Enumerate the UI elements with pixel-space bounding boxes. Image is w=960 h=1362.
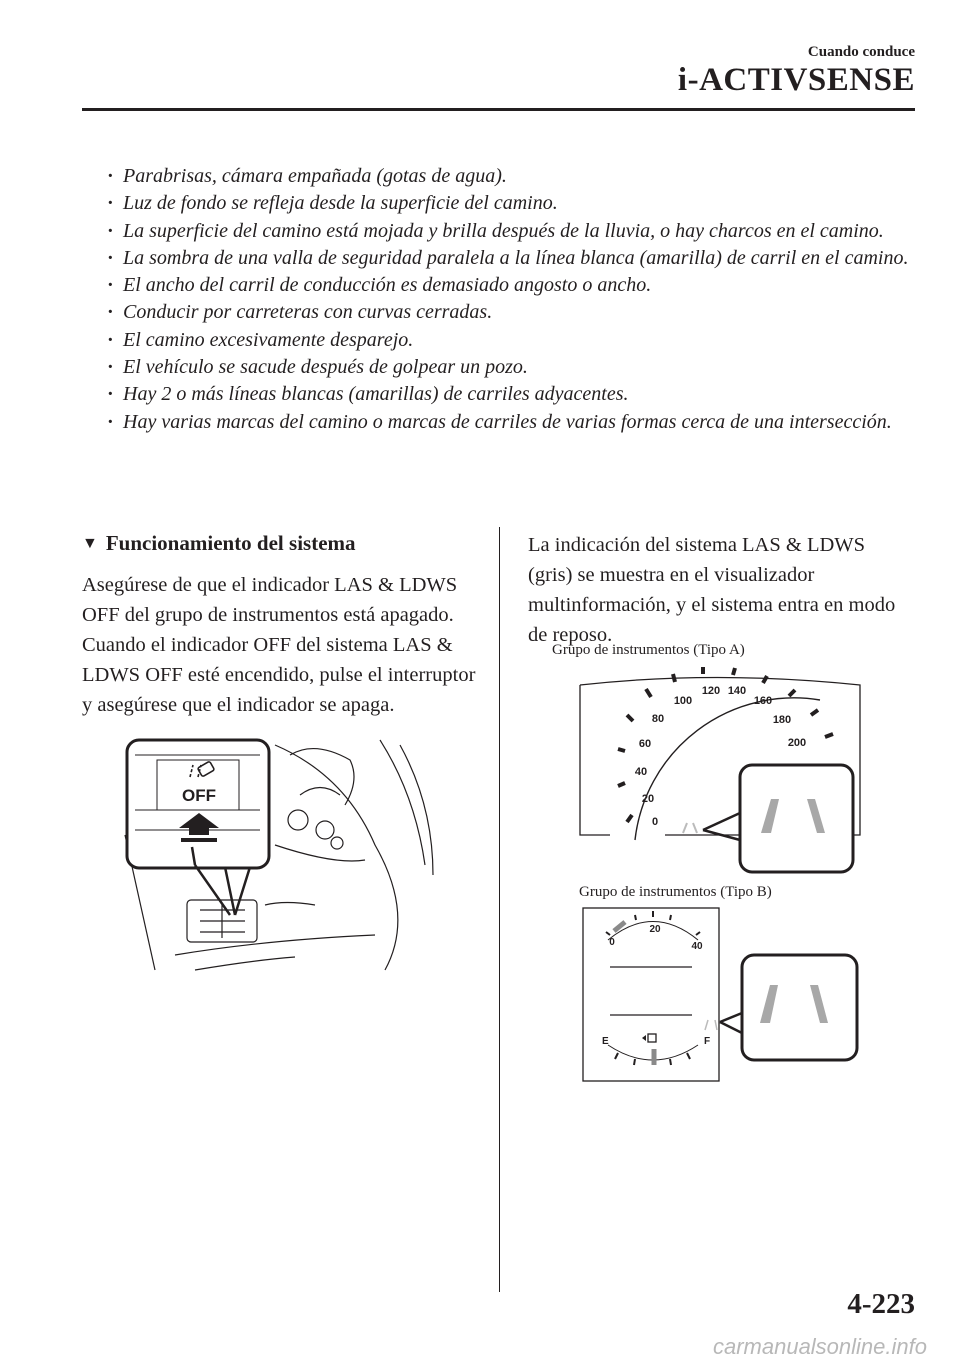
list-item: · Parabrisas, cámara empañada (gotas de agua). — [105, 163, 917, 190]
watermark: carmanualsonline.info — [712, 1334, 927, 1359]
header-rule — [82, 108, 915, 111]
switch-illustration — [115, 735, 435, 975]
list-item: · El vehículo se sacude después de golpear un pozo. — [105, 354, 917, 381]
list-item: · Hay varias marcas del camino o marcas de carriles de varias formas cerca de una intersección. — [105, 409, 917, 436]
section-heading-text: Funcionamiento del sistema — [105, 531, 356, 555]
temp-tick-label: 0 — [609, 937, 615, 948]
list-item: · El camino excesivamente desparejo. — [105, 327, 917, 354]
type-b-cluster — [580, 905, 865, 1085]
type-b-caption: Grupo de instrumentos (Tipo B) — [579, 884, 772, 900]
speed-tick-label: 140 — [727, 685, 747, 697]
left-paragraph: Asegúrese de que el indicador LAS & LDWS OFF del grupo de instrumentos está apagado. Cuando el indicador OFF del sistema LAS & LDWS OFF esté encendido, pulse el interruptor y asegúrese que el indicador se apaga. — [82, 574, 476, 716]
speed-tick-label: 160 — [753, 695, 773, 707]
switch-off-label: OFF — [182, 786, 216, 805]
type-a-caption: Grupo de instrumentos (Tipo A) — [552, 642, 745, 658]
fuel-empty-label: E — [602, 1036, 609, 1047]
column-divider — [499, 527, 500, 1292]
temp-tick-label: 20 — [649, 924, 661, 935]
speed-tick-label: 180 — [772, 714, 792, 726]
section-heading — [82, 531, 356, 556]
speed-tick-label: 200 — [787, 737, 807, 749]
speed-tick-label: 80 — [651, 713, 665, 725]
speed-tick-label: 60 — [638, 738, 652, 750]
triangle-marker-icon: ▼ — [82, 535, 98, 552]
page-number: 4-223 — [847, 1288, 915, 1320]
right-paragraph: La indicación del sistema LAS & LDWS (gris) se muestra en el visualizador multinformación, y el sistema entra en modo de reposo. — [528, 534, 896, 646]
speed-tick-label: 40 — [634, 766, 648, 778]
list-item: · Luz de fondo se refleja desde la superficie del camino. — [105, 190, 917, 217]
fuel-full-label: F — [704, 1036, 711, 1047]
speed-tick-label: 120 — [701, 685, 721, 697]
list-item: · Hay 2 o más líneas blancas (amarillas) de carriles adyacentes. — [105, 381, 917, 408]
speed-tick-label: 20 — [641, 793, 655, 805]
type-a-cluster — [575, 665, 865, 875]
conditions-list — [105, 163, 917, 436]
list-item: · Conducir por carreteras con curvas cerradas. — [105, 299, 917, 326]
temp-tick-label: 40 — [691, 941, 703, 952]
list-item: · El ancho del carril de conducción es demasiado angosto o ancho. — [105, 272, 917, 299]
list-item: · La sombra de una valla de seguridad paralela a la línea blanca (amarilla) de carril en el camino. — [105, 245, 917, 272]
list-item: · La superficie del camino está mojada y brilla después de la lluvia, o hay charcos en el camino. — [105, 218, 917, 245]
section-label: Cuando conduce — [807, 44, 915, 60]
chapter-title: i-ACTIVSENSE — [677, 62, 915, 98]
speed-tick-label: 100 — [673, 695, 693, 707]
speed-tick-label: 0 — [651, 816, 659, 828]
